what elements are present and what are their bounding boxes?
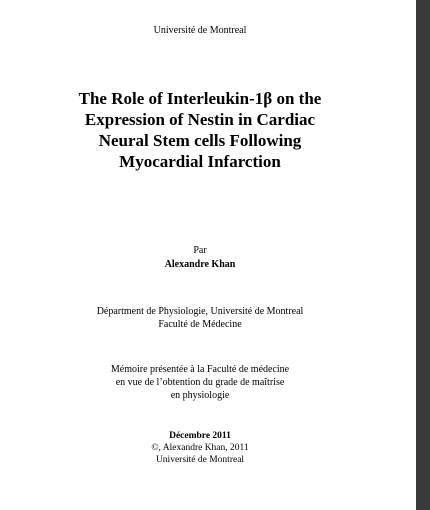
department-block	[0, 305, 400, 331]
department-line-1: Départment de Physiologie, Université de Montreal	[96, 306, 304, 317]
footer-block	[0, 430, 400, 466]
title-line-1: The Role of Interleukin-1β on the	[78, 89, 322, 108]
author-name: Alexandre Khan	[164, 259, 236, 270]
memoire-line-2: en vue de l’obtention du grade de maîtrise	[115, 377, 285, 388]
memoire-line-3: en physiologie	[170, 390, 230, 401]
institution-header: Université de Montreal	[153, 25, 247, 36]
memoire-line-1: Mémoire présentée à la Faculté de médecine	[110, 364, 290, 375]
memoire-statement	[0, 363, 400, 402]
footer-institution: Université de Montreal	[155, 455, 245, 465]
title-line-3: Neural Stem cells Following	[98, 131, 302, 150]
thesis-title	[0, 88, 400, 172]
footer-date: Décembre 2011	[169, 431, 231, 441]
footer-copyright: ©, Alexandre Khan, 2011	[151, 443, 249, 453]
by-label: Par	[193, 245, 207, 256]
department-line-2: Faculté de Médecine	[158, 319, 242, 330]
title-line-4: Myocardial Infarction	[119, 152, 281, 171]
viewer-scrollbar-edge[interactable]	[416, 0, 430, 510]
title-line-2: Expression of Nestin in Cardiac	[84, 110, 316, 129]
